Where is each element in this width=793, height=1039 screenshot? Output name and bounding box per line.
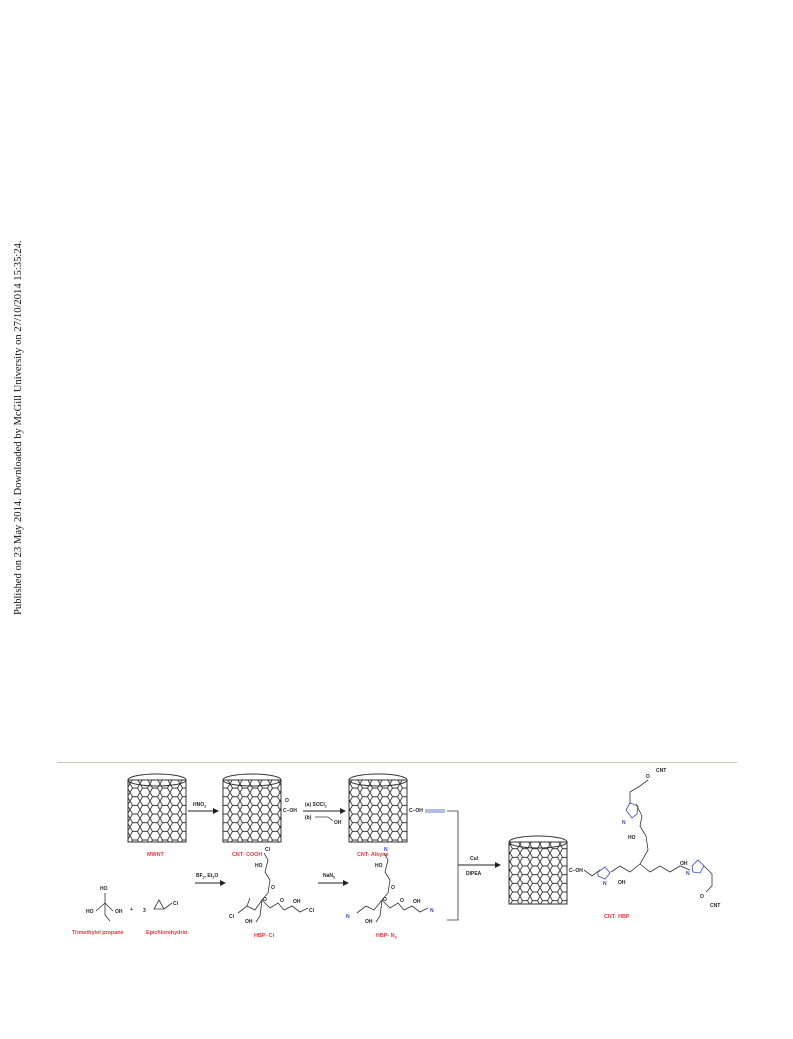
svg-text:O: O [280,898,284,904]
hbp-cl-structure [229,847,315,925]
svg-text:N: N [346,914,350,920]
svg-text:O: O [263,897,267,903]
cnt-hbp-dendron [569,768,720,909]
label-cnt-cooh: CNT- COOH [232,852,263,858]
reagent-step-b: (b) [305,815,312,821]
reagent-cui: CuI [470,856,479,862]
coefficient-three: 3 [143,908,146,914]
propargyl-oh: OH [334,820,342,826]
svg-text:HO: HO [86,909,94,915]
plus-sign: + [130,907,133,913]
svg-text:Cl: Cl [229,914,234,920]
label-trimethylol: Trimethylol propane [72,930,124,936]
label-hbp-n3: HBP- $N_3$ [376,933,397,940]
alkyne-ester: C–OH [409,808,423,814]
trimethylol-structure [86,886,123,921]
svg-text:N: N [430,908,434,914]
cnt-hbp-structure [509,836,567,904]
reagent-bf3: $BF_3$. $Et_2O$ [196,873,219,880]
svg-text:Cl: Cl [173,901,178,907]
svg-text:O: O [383,897,387,903]
label-cnt-hbp: CNT- HBP [604,914,630,920]
svg-text:OH: OH [680,861,688,867]
svg-text:N: N [622,820,626,826]
cnt-alkyne-structure [349,774,407,842]
group-cooh-o: O [285,798,289,804]
svg-text:Cl: Cl [309,908,314,914]
svg-text:Cl: Cl [265,847,270,853]
svg-text:OH: OH [618,880,626,886]
svg-text:O: O [646,774,650,780]
cnt-cooh-structure [223,774,281,842]
download-watermark: Published on 23 May 2014. Downloaded by McGill University on 27/10/2014 15:35:24. [13,240,24,615]
svg-text:OH: OH [413,899,421,905]
label-cnt-alkyne: CNT- Alkyne [357,852,389,858]
label-mwnt: MWNT [147,852,164,858]
svg-text:OH: OH [245,919,253,925]
svg-text:CNT: CNT [656,768,667,774]
svg-text:HO: HO [255,863,263,869]
svg-text:HO: HO [375,863,383,869]
svg-text:O: O [391,885,395,891]
svg-text:C–OH: C–OH [569,868,583,874]
svg-text:OH: OH [365,919,373,925]
label-hbp-cl: HBP- Cl [254,933,275,939]
svg-text:OH: OH [293,899,301,905]
svg-text:OH: OH [115,909,123,915]
reagent-hno3: $HNO_3$ [193,802,207,809]
svg-text:O: O [271,885,275,891]
svg-text:HO: HO [100,886,108,892]
svg-text:HO: HO [628,835,636,841]
reagent-dipea: DIPEA [466,871,482,877]
svg-text:O: O [400,898,404,904]
svg-text:O: O [700,894,704,900]
svg-text:N: N [686,871,690,877]
epichlorohydrin-structure [154,900,179,909]
reagent-socl2: (a) SOCl$_2$ [305,802,327,809]
svg-text:CNT: CNT [710,903,721,909]
propargyl-bond [315,817,333,821]
group-cooh: C–OH [283,808,297,814]
converge-bracket [447,811,458,920]
reagent-nan3: NaN$_3$ [323,873,335,880]
hbp-n3-structure [346,847,434,925]
label-epichlorohydrin: Epichlorohydrin [146,930,188,936]
svg-text:N: N [603,881,607,887]
svg-text:N: N [384,847,388,853]
mwnt-structure [128,774,186,842]
